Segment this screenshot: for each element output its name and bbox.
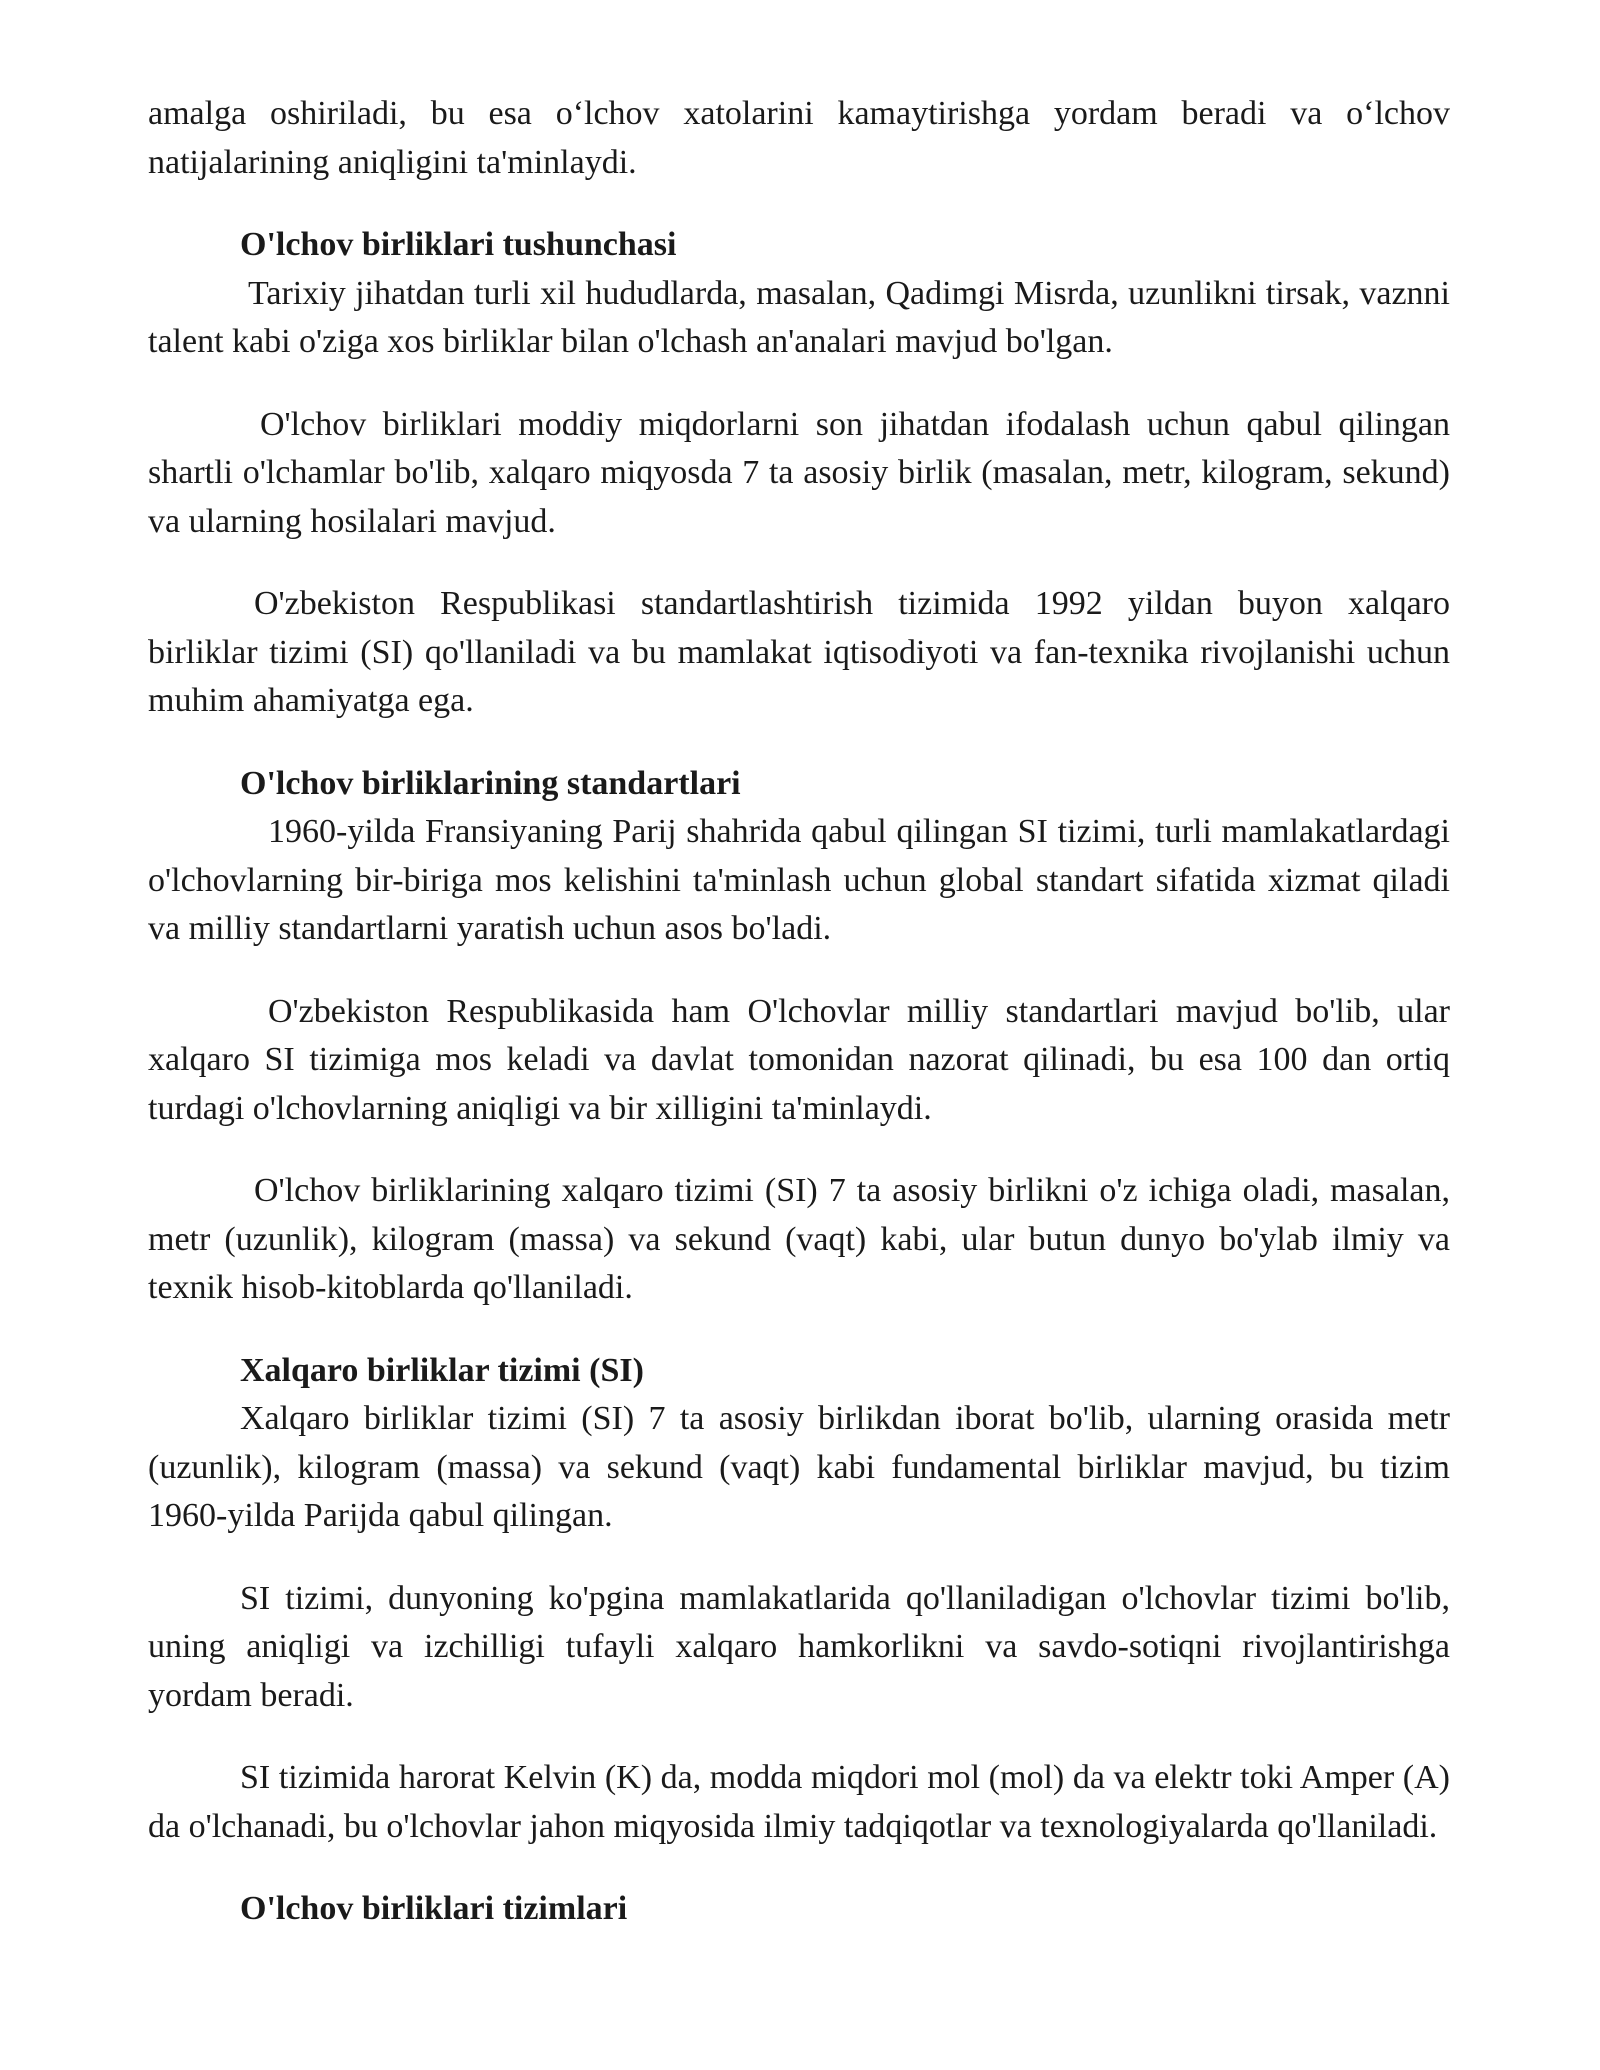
paragraph-si-usage: SI tizimi, dunyoning ko'pgina mamlakatlarida qo'llaniladigan o'lchovlar tizimi bo'lib, uning aniqligi va izchilligi tufayli xalqaro hamkorlikni va savdo-sotiqni rivojlantirishga yordam beradi. xyxy=(148,1579,1450,1714)
paragraph-uzbekistan-standardization: O'zbekiston Respublikasi standartlashtirish tizimida 1992 yildan buyon xalqaro birliklar tizimi (SI) qo'llaniladi va bu mamlakat iqtisodiyoti va fan-texnika rivojlanishi uchun muhim ahamiyatga ega. xyxy=(148,585,1450,719)
section-heading-unit-systems: O'lchov birliklari tizimlari xyxy=(240,1890,628,1927)
paragraph-national-standards: O'zbekiston Respublikasida ham O'lchovlar milliy standartlari mavjud bo'lib, ular xalqaro SI tizimiga mos keladi va davlat tomonidan nazorat qilinadi, bu esa 100 dan ortiq turdagi o'lchovlarning aniqligi va bir xilligini ta'minlaydi. xyxy=(148,992,1450,1127)
section-heading-si-system: Xalqaro birliklar tizimi (SI) xyxy=(240,1351,644,1389)
paragraph-si-base-units: O'lchov birliklarining xalqaro tizimi (SI) 7 ta asosiy birlikni o'z ichiga oladi, masalan, metr (uzunlik), kilogram (massa) va sekund (vaqt) kabi, ular butun dunyo bo'ylab ilmiy va texnik hisob-kitoblarda qo'llaniladi. xyxy=(148,1172,1450,1306)
section-heading-units-concept: O'lchov birliklari tushunchasi xyxy=(240,226,677,263)
paragraph-continuation: amalga oshiriladi, bu esa o‘lchov xatolarini kamaytirishga yordam beradi va o‘lchov natijalarining aniqligini ta'minlaydi. xyxy=(148,95,1450,181)
section-heading-standards: O'lchov birliklarining standartlari xyxy=(240,764,741,802)
document-page xyxy=(148,90,1450,1934)
paragraph-si-1960: 1960-yilda Fransiyaning Parij shahrida qabul qilingan SI tizimi, turli mamlakatlardagi o'lchovlarning bir-biriga mos kelishini ta'minlash uchun global standart sifatida xizmat qiladi va milliy standartlarni yaratish uchun asos bo'ladi. xyxy=(148,813,1450,947)
paragraph-si-kelvin-mol-ampere: SI tizimida harorat Kelvin (K) da, modda miqdori mol (mol) da va elektr toki Amper (A) da o'lchanadi, bu o'lchovlar jahon miqyosida ilmiy tadqiqotlar va texnologiyalarda qo'llaniladi. xyxy=(148,1759,1450,1845)
paragraph-si-composition: Xalqaro birliklar tizimi (SI) 7 ta asosiy birlikdan iborat bo'lib, ularning orasida metr (uzunlik), kilogram (massa) va sekund (vaqt) kabi fundamental birliklar mavjud, bu tizim 1960-yilda Parijda qabul qilingan. xyxy=(148,1400,1450,1534)
paragraph-units-definition: O'lchov birliklari moddiy miqdorlarni son jihatdan ifodalash uchun qabul qilingan shartli o'lchamlar bo'lib, xalqaro miqyosda 7 ta asosiy birlik (masalan, metr, kilogram, sekund) va ularning hosilalari mavjud. xyxy=(148,405,1450,540)
paragraph-history: Tarixiy jihatdan turli xil hududlarda, masalan, Qadimgi Misrda, uzunlikni tirsak, vaznni talent kabi o'ziga xos birliklar bilan o'lchash an'analari mavjud bo'lgan. xyxy=(148,274,1450,360)
